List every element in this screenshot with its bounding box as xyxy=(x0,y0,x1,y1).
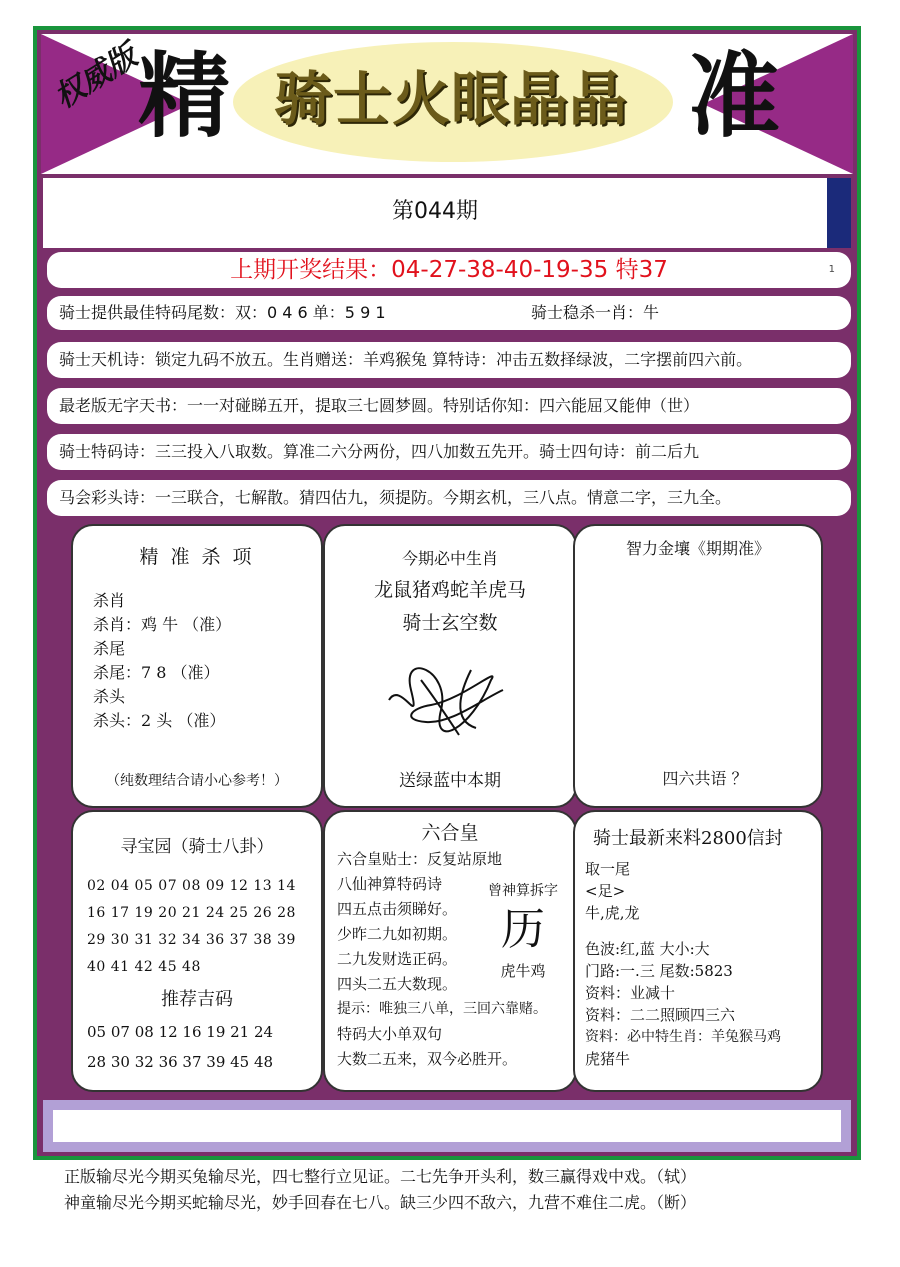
liuhe-side-char: 历 xyxy=(501,904,545,955)
liuhe-line: 少昨二九如初期。 xyxy=(337,925,458,943)
issue-bar xyxy=(43,178,851,248)
treasure-title: 寻宝园（骑士八卦） xyxy=(120,837,274,857)
treasure-number-row: 29 30 31 32 34 36 37 38 39 xyxy=(87,932,296,948)
kill-line: 杀肖：鸡 牛 （准） xyxy=(93,615,232,634)
kill-line: 杀头：2 头 （准） xyxy=(93,711,226,730)
row-tail-numbers xyxy=(47,296,851,330)
letters-line: 虎猪牛 xyxy=(585,1050,631,1068)
letters-title: 骑士最新来料2800信封 xyxy=(593,828,783,849)
panel-zodiac xyxy=(323,524,577,808)
bottom-line-1: 正版输尽光今期买兔输尽光，四七整行立见证。二七先争开头利，数三赢得戏中戏。（轼） xyxy=(64,1167,697,1186)
row-tianshu xyxy=(47,388,851,424)
kill-title: 精 准 杀 项 xyxy=(139,546,255,568)
kill-line: 杀肖 xyxy=(93,591,126,610)
issue-number: 第044期 xyxy=(392,199,478,224)
zodiac-line3: 骑士玄空数 xyxy=(402,612,498,634)
big-char-left: 精 xyxy=(138,42,231,150)
row4-text: 骑士特码诗：三三投入八取数。算准二六分两份，四八加数五先开。骑士四句诗：前二后九 xyxy=(59,442,700,461)
lucky-number-row: 05 07 08 12 16 19 21 24 xyxy=(87,1023,274,1041)
bottom-line-2: 神童输尽光今期买蛇输尽光，妙手回春在七八。缺三少四不敌六，九营不难住二虎。（断） xyxy=(64,1193,697,1212)
letters-line: 取一尾 xyxy=(585,860,631,878)
scribble-signature xyxy=(381,660,511,740)
row1-text-a: 骑士提供最佳特码尾数：双：0 4 6 单：5 9 1 xyxy=(59,303,386,322)
poster-frame xyxy=(33,26,861,1160)
letters-line: 牛,虎,龙 xyxy=(585,904,640,922)
lucky-number-row: 28 30 32 36 37 39 45 48 xyxy=(87,1053,274,1071)
result-tiny-mark: 1 xyxy=(828,264,835,275)
letters-line: 色波:红,蓝 大小:大 xyxy=(585,940,710,958)
panel-kill-items xyxy=(71,524,323,808)
letters-line: 资料：业减十 xyxy=(585,984,676,1002)
letters-line: <足> xyxy=(585,882,626,900)
row2-text: 骑士天机诗：锁定九码不放五。生肖赠送：羊鸡猴兔 算特诗：冲击五数择绿波，二字摆前四六前。 xyxy=(59,350,753,369)
liuhe-title: 六合皇 xyxy=(421,822,479,844)
wisdom-title: 智力金壤《期期准》 xyxy=(625,539,770,558)
liuhe-line: 四五点击须睇好。 xyxy=(337,900,458,918)
letters-spacer xyxy=(585,924,821,938)
panel-liuhe xyxy=(323,810,577,1092)
row5-text: 马会彩头诗：一三联合，七解散。猜四估九，须提防。今期玄机，三八点。情意二字，三九全。 xyxy=(59,488,732,507)
zodiac-line1: 今期必中生肖 xyxy=(401,549,498,568)
liuhe-line: 提示：唯独三八单，三回六靠赌。 xyxy=(337,1001,547,1017)
letters-line: 门路:一.三 尾数:5823 xyxy=(585,962,733,980)
brand-title: 骑士火眼晶晶 xyxy=(273,65,628,133)
liuhe-side-zodiac: 虎牛鸡 xyxy=(500,962,546,980)
zodiac-line2: 龙鼠猪鸡蛇羊虎马 xyxy=(373,579,526,601)
zodiac-bottom: 送绿蓝中本期 xyxy=(399,771,501,791)
footer-blank xyxy=(53,1110,841,1142)
liuhe-line: 四头二五大数现。 xyxy=(337,975,458,993)
liuhe-line: 二九发财选正码。 xyxy=(337,950,458,968)
kill-line: 杀头 xyxy=(93,687,126,706)
liuhe-side-title: 曾神算拆字 xyxy=(488,883,558,899)
footer-box xyxy=(43,1100,851,1152)
letters-line: 资料：二二照顾四三六 xyxy=(585,1006,736,1024)
row1-text-b: 骑士稳杀一肖：牛 xyxy=(531,303,660,322)
treasure-number-row: 16 17 19 20 21 24 25 26 28 xyxy=(87,905,296,921)
panel-treasure xyxy=(71,810,323,1092)
liuhe-line: 六合皇贴士：反复站原地 xyxy=(337,850,503,868)
row-tema-poem xyxy=(47,434,851,470)
row-caitou-poem xyxy=(47,480,851,516)
result-text: 上期开奖结果：04-27-38-40-19-35 特37 xyxy=(230,257,668,283)
panel-letters xyxy=(573,810,823,1092)
kill-line: 杀尾 xyxy=(93,639,126,658)
bottom-poems xyxy=(64,1164,696,1216)
kill-note: （纯数理结合请小心参考！） xyxy=(106,773,288,789)
wisdom-bottom: 四六共语 ？ xyxy=(662,769,748,788)
liuhe-line: 八仙神算特码诗 xyxy=(337,875,443,893)
kill-line: 杀尾：7 8 （准） xyxy=(93,663,220,682)
treasure-number-row: 02 04 05 07 08 09 12 13 14 xyxy=(87,878,296,894)
lucky-title: 推荐吉码 xyxy=(161,989,233,1010)
poster-header xyxy=(41,34,853,174)
edition-label: 权威版 xyxy=(48,38,144,116)
liuhe-line: 大数二五来，双今必胜开。 xyxy=(337,1050,518,1068)
letters-line: 资料：必中特生肖：羊兔猴马鸡 xyxy=(585,1029,781,1045)
big-char-right: 准 xyxy=(688,42,781,150)
row3-text: 最老版无字天书：一一对碰睇五开，提取三七圆梦圆。特别话你知：四六能屈又能伸（世） xyxy=(59,396,700,415)
result-line xyxy=(47,252,851,288)
liuhe-line: 特码大小单双句 xyxy=(337,1025,443,1043)
row-poem-tianji xyxy=(47,342,851,378)
treasure-number-row: 40 41 42 45 48 xyxy=(87,959,201,975)
panel-wisdom xyxy=(573,524,823,808)
